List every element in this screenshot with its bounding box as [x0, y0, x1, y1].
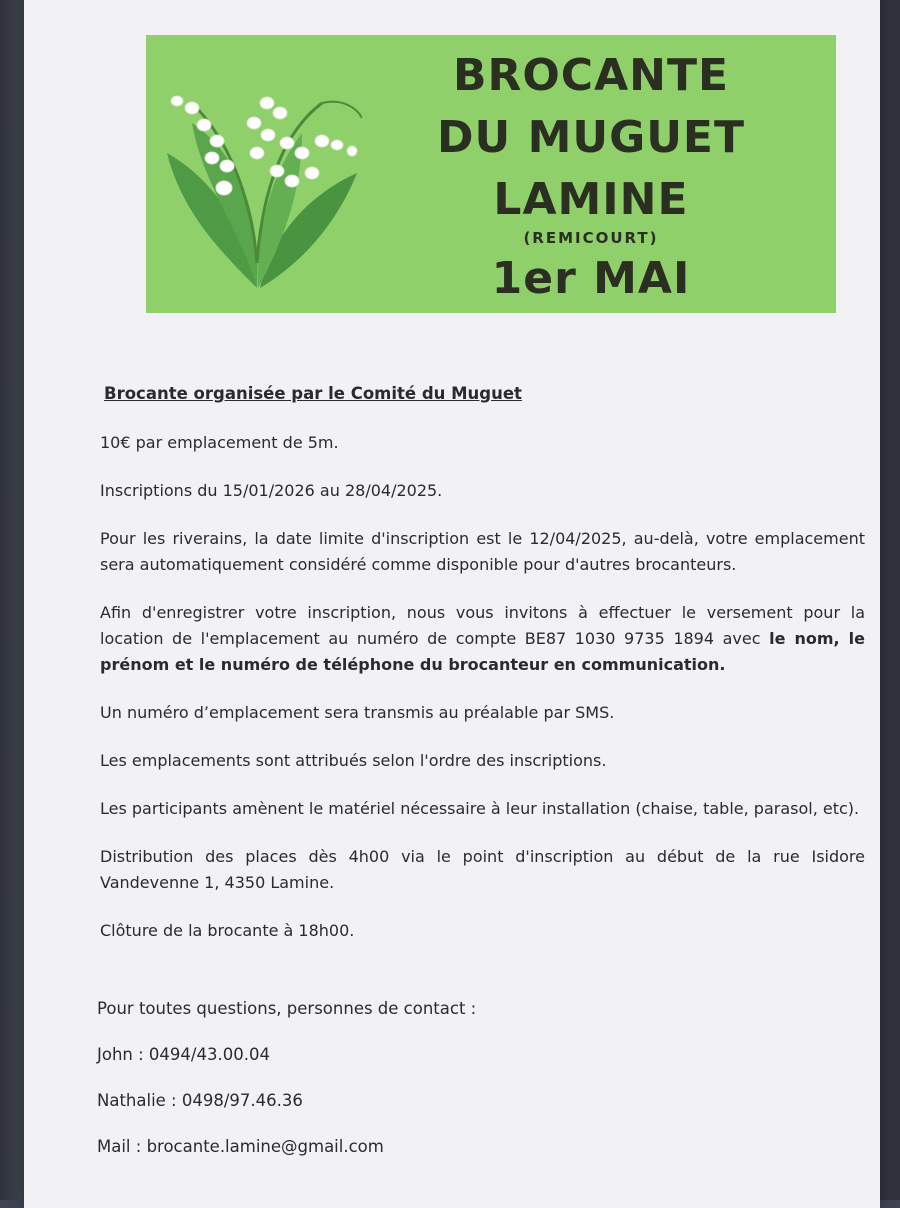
inscriptions-text: Inscriptions du 15/01/2026 au 28/04/2025. — [100, 481, 443, 500]
header-banner — [146, 35, 836, 313]
sms-text: Un numéro d’emplacement sera transmis au préalable par SMS. — [100, 703, 615, 722]
banner-subtitle: (REMICOURT) — [523, 229, 659, 247]
contact-nathalie: Nathalie : 0498/97.46.36 — [97, 1091, 303, 1110]
lily-of-the-valley-icon — [162, 63, 362, 293]
flyer-body — [100, 380, 865, 966]
order-text: Les emplacements sont attribués selon l'ordre des inscriptions. — [100, 751, 607, 770]
contact-section — [97, 995, 797, 1179]
riverains-text: Pour les riverains, la date limite d'inscription est le 12/04/2025, au-delà, votre emplacement sera automatiquement considéré comme disponible pour d'autres brocanteurs. — [100, 529, 865, 574]
banner-title-line-1: BROCANTE — [452, 50, 730, 101]
price-text: 10€ par emplacement de 5m. — [100, 433, 339, 452]
material-text: Les participants amènent le matériel nécessaire à leur installation (chaise, table, parasol, etc). — [100, 799, 860, 818]
body-heading: Brocante organisée par le Comité du Muguet — [104, 384, 522, 403]
closing-text: Clôture de la brocante à 18h00. — [100, 921, 355, 940]
contact-mail: Mail : brocante.lamine@gmail.com — [97, 1137, 384, 1156]
distribution-text: Distribution des places dès 4h00 via le point d'inscription au début de la rue Isidore Vandevenne 1, 4350 Lamine. — [100, 847, 865, 892]
contact-intro: Pour toutes questions, personnes de contact : — [97, 999, 477, 1018]
banner-date: 1er MAI — [491, 253, 691, 304]
payment-text — [100, 600, 865, 678]
banner-title-line-3: LAMINE — [493, 174, 689, 225]
banner-title-line-2: DU MUGUET — [437, 112, 745, 163]
payment-text-start: Afin d'enregistrer votre inscription, nous vous invitons à effectuer le versement pour la location de l'emplacement au numéro de compte BE87 1030 9735 1894 avec — [100, 603, 865, 648]
payment-text-bold: le nom, le prénom et le numéro de téléphone du brocanteur en communication. — [100, 629, 866, 674]
banner-title — [366, 45, 816, 309]
contact-john: John : 0494/43.00.04 — [97, 1045, 270, 1064]
